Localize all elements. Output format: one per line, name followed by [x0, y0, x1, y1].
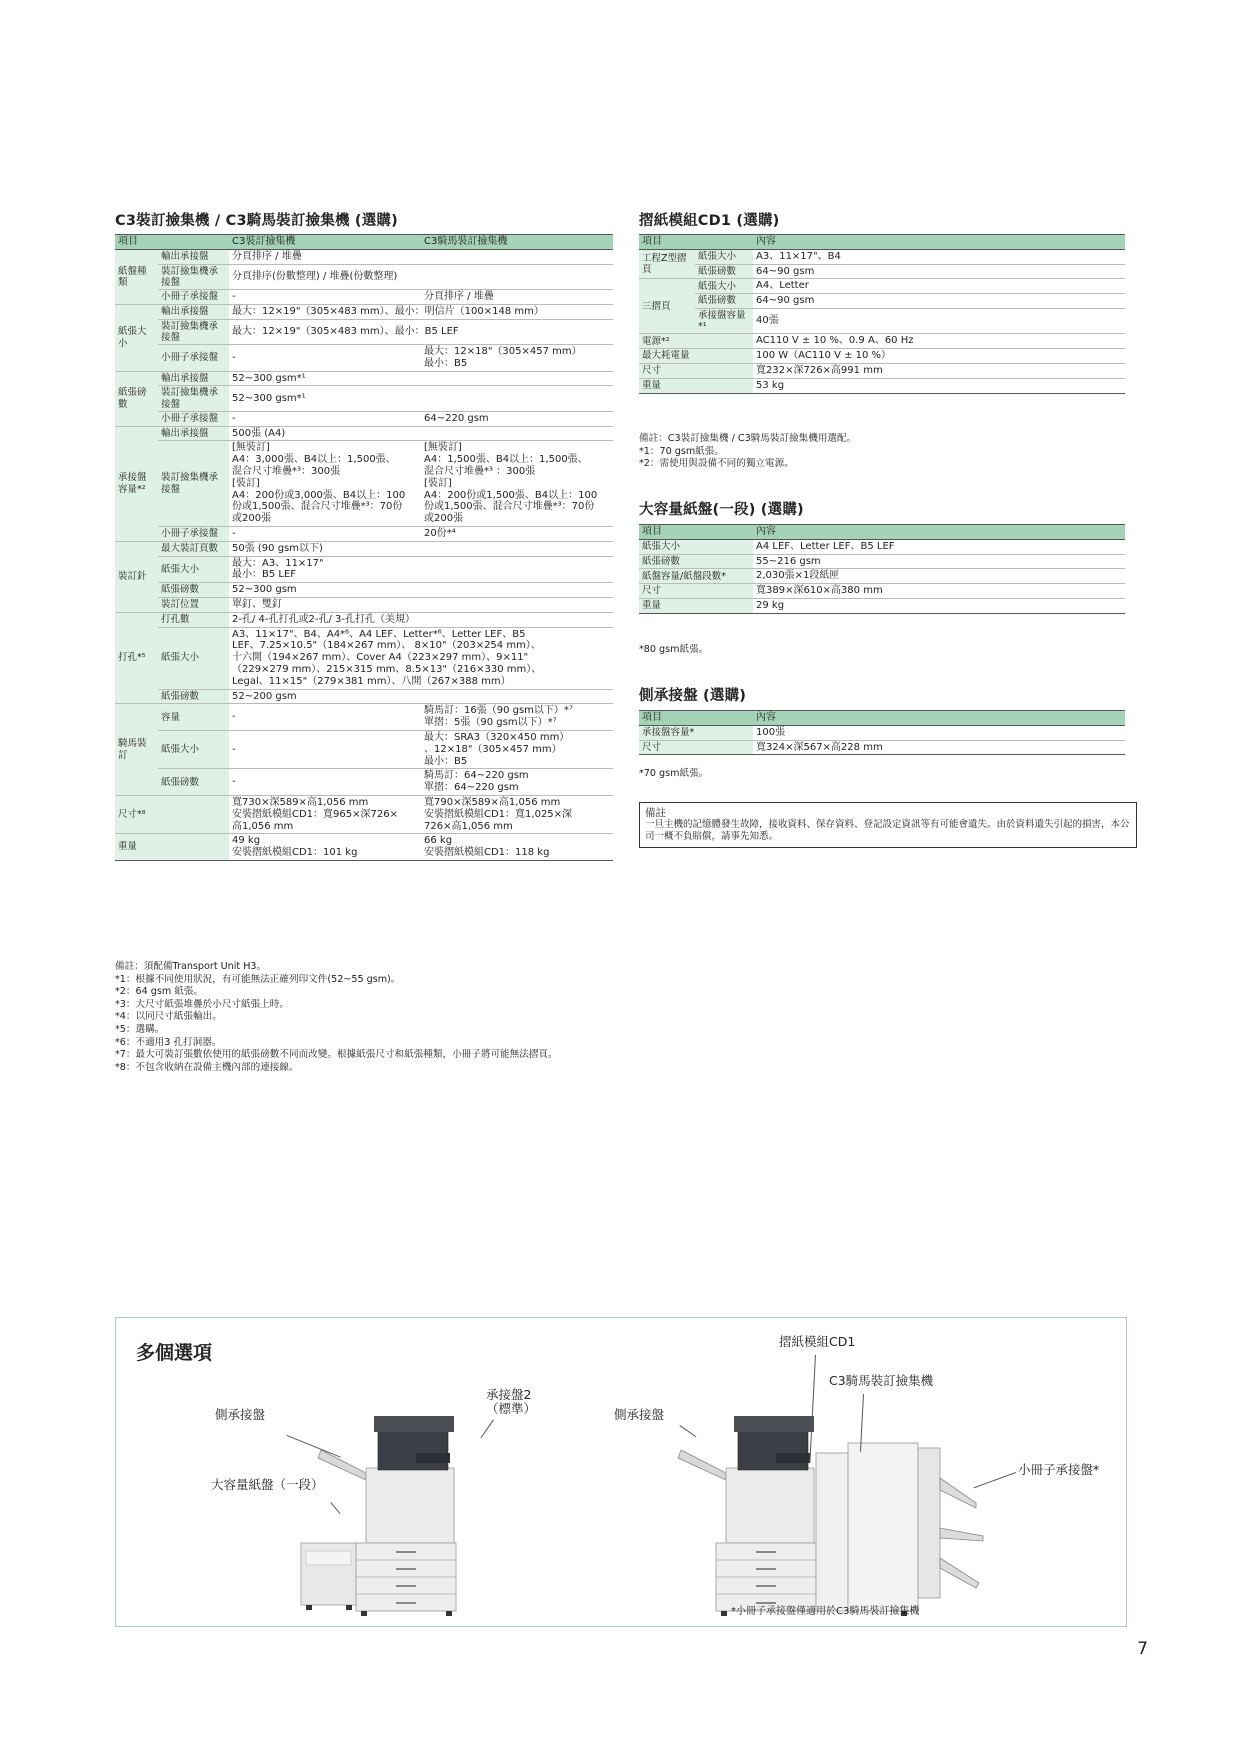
- table-row: [115, 730, 613, 768]
- row-label: 最大耗電量: [639, 349, 753, 364]
- table-row: [115, 290, 613, 305]
- row-value: 53 kg: [753, 378, 1125, 393]
- group-label: 打孔*⁵: [115, 612, 158, 704]
- row-label: 紙張磅數: [158, 583, 229, 598]
- row-value: 寬389×深610×高380 mm: [753, 584, 1125, 599]
- row-value-finisher: -: [229, 730, 421, 768]
- group-label: 紙盤種類: [115, 249, 158, 304]
- table-row: [115, 345, 613, 372]
- row-value: 2-孔/ 4-孔打孔或2-孔/ 3-孔打孔（美規）: [229, 612, 613, 627]
- row-label: 紙張磅數: [695, 294, 753, 309]
- remark-box: [639, 802, 1137, 848]
- options-panel: [115, 1317, 1127, 1627]
- header-item: 項目: [639, 235, 753, 250]
- row-label: 紙張大小: [158, 730, 229, 768]
- row-label: 紙張大小: [639, 539, 753, 554]
- row-value-saddle: 騎馬訂：16張（90 gsm以下）*⁷ 單摺：5張（90 gsm以下）*⁷: [421, 704, 613, 731]
- hcf-section-title: 大容量紙盤(一段) (選購): [639, 502, 804, 518]
- header-item: 項目: [639, 525, 753, 540]
- row-value: 55~216 gsm: [753, 554, 1125, 569]
- header-item: 項目: [115, 235, 229, 250]
- row-value-finisher: 寬730×深589×高1,056 mm 安裝摺紙模組CD1：寬965×深726× 高1,056 mm: [229, 795, 421, 833]
- row-value: 最大：12×19"（305×483 mm）、最小：明信片（100×148 mm）: [229, 304, 613, 319]
- row-label: 輸出承接盤: [158, 371, 229, 386]
- row-value: 29 kg: [753, 598, 1125, 613]
- row-value-saddle: 64~220 gsm: [421, 411, 613, 426]
- row-label: 紙盤容量/紙盤段數*: [639, 569, 753, 584]
- row-value-saddle: 寬790×深589×高1,056 mm 安裝摺紙模組CD1：寬1,025×深 726×高1,056 mm: [421, 795, 613, 833]
- table-row: [115, 689, 613, 704]
- row-label: 紙張大小: [158, 627, 229, 689]
- cd1-notes: 備註：C3裝訂撿集機 / C3騎馬裝訂撿集機用選配。 *1：70 gsm紙張。 *2：需使用與設備不同的獨立電源。: [639, 433, 857, 470]
- group-label: 紙張磅數: [115, 371, 158, 426]
- right-finisher-label: C3騎馬裝訂撿集機: [829, 1373, 934, 1388]
- table-row: [115, 426, 613, 441]
- row-label: 電源*²: [639, 334, 753, 349]
- row-value: 2,030張×1段紙匣: [753, 569, 1125, 584]
- side-tray-spec-table: [639, 710, 1125, 755]
- row-value-saddle: 20份*⁴: [421, 526, 613, 541]
- row-value-finisher: 49 kg 安裝摺紙模組CD1：101 kg: [229, 834, 421, 861]
- row-label: 尺寸: [639, 363, 753, 378]
- table-row: [639, 569, 1125, 584]
- header-item: 項目: [639, 711, 753, 726]
- row-value: A4、Letter: [753, 279, 1125, 294]
- row-label: 重量: [639, 378, 753, 393]
- row-value-saddle: [無裝訂] A4：1,500張、B4以上：1,500張、 混合尺寸堆疊*³ ：300張 [裝訂] A4：200份或1,500張、B4以上：100 份或1,500張、混合尺寸堆疊*³：70份 或200張: [421, 441, 613, 527]
- remark-text: 一旦主機的記憶體發生故障，接收資料、保存資料、登記設定資訊等有可能會遺失。由於資料遺失引起的損害，本公司一概不負賠償，請事先知悉。: [645, 819, 1130, 842]
- table-row: [639, 279, 1125, 294]
- group-label: 工程Z型摺頁: [639, 249, 695, 279]
- row-label: 紙張大小: [695, 279, 753, 294]
- table-row: [639, 264, 1125, 279]
- row-label: 小冊子承接盤: [158, 526, 229, 541]
- row-value: AC110 V ± 10 %、0.9 A、60 Hz: [753, 334, 1125, 349]
- row-value-finisher: [無裝訂] A4：3,000張、B4以上：1,500張、 混合尺寸堆疊*³：300張 [裝訂] A4：200份或3,000張、B4以上：100 份或1,500張、混合尺寸堆疊*³：70份 或200張: [229, 441, 421, 527]
- row-value-finisher: -: [229, 769, 421, 796]
- cd1-spec-table: [639, 234, 1125, 394]
- row-label: 打孔數: [158, 612, 229, 627]
- row-value-finisher: -: [229, 526, 421, 541]
- table-row: [115, 386, 613, 411]
- row-label: 承接盤容量*¹: [695, 308, 753, 333]
- table-row: [639, 294, 1125, 309]
- row-value: A4 LEF、Letter LEF、B5 LEF: [753, 539, 1125, 554]
- finisher-spec-table: [115, 234, 613, 861]
- header-content: 內容: [753, 711, 1125, 726]
- left-hcf-label: 大容量紙盤（一段）: [211, 1477, 324, 1492]
- right-booklet-label: 小冊子承接盤*: [1018, 1462, 1100, 1477]
- row-label: 裝訂撿集機承接盤: [158, 441, 229, 527]
- row-value: A3、11×17"、B4: [753, 249, 1125, 264]
- cd1-section-title: 摺紙模組CD1 (選購): [639, 213, 780, 229]
- row-label: 紙張大小: [695, 249, 753, 264]
- group-label: 紙張大小: [115, 304, 158, 371]
- row-label: 重量: [639, 598, 753, 613]
- group-label: 三摺頁: [639, 279, 695, 334]
- table-row: [115, 541, 613, 556]
- row-value: 52~300 gsm*¹: [229, 371, 613, 386]
- left-side-tray-label: 側承接盤: [215, 1407, 266, 1422]
- row-value-finisher: -: [229, 290, 421, 305]
- table-row: [115, 583, 613, 598]
- row-value-finisher: -: [229, 411, 421, 426]
- header-content: 內容: [753, 235, 1125, 250]
- table-row: [115, 769, 613, 796]
- row-value: 64~90 gsm: [753, 294, 1125, 309]
- table-row: [115, 627, 613, 689]
- row-label: 輸出承接盤: [158, 426, 229, 441]
- table-row: [115, 304, 613, 319]
- row-value-finisher: -: [229, 345, 421, 372]
- table-row: [115, 526, 613, 541]
- row-label: 小冊子承接盤: [158, 411, 229, 426]
- table-row: [639, 249, 1125, 264]
- table-row: [639, 363, 1125, 378]
- row-value: 寬324×深567×高228 mm: [753, 740, 1125, 755]
- row-value: 52~300 gsm*¹: [229, 386, 613, 411]
- table-row: [115, 704, 613, 731]
- row-value: A3、11×17"、B4、A4*⁶、A4 LEF、Letter*⁶、Letter LEF、B5 LEF、7.25×10.5"（184×267 mm）、 8×10"（203×254 mm）、 十六開（194×267 mm）、Cover A4（223×297 mm）、9×11" （229×279 mm）、215×315 mm、8.5×13"（216×330 mm）、 Legal、11×15"（279×381 mm）、八開（267×388 mm）: [229, 627, 613, 689]
- row-value: 單釘、雙釘: [229, 597, 613, 612]
- table-row: [639, 554, 1125, 569]
- table-row: [639, 740, 1125, 755]
- row-value: 50張 (90 gsm以下): [229, 541, 613, 556]
- row-label: 裝訂撿集機承接盤: [158, 264, 229, 289]
- row-value: 52~300 gsm: [229, 583, 613, 598]
- hcf-notes: *80 gsm紙張。: [639, 644, 709, 655]
- row-value: 500張 (A4): [229, 426, 613, 441]
- row-value: 100 W（AC110 V ± 10 %）: [753, 349, 1125, 364]
- group-label: 裝訂針: [115, 541, 158, 612]
- table-row: [639, 349, 1125, 364]
- row-label: 承接盤容量*: [639, 725, 753, 740]
- options-title: 多個選項: [136, 1342, 213, 1364]
- side-tray-section-title: 側承接盤 (選購): [639, 688, 747, 704]
- group-label: 尺寸*⁸: [115, 795, 229, 833]
- finisher-section-title: C3裝訂撿集機 / C3騎馬裝訂撿集機 (選購): [115, 213, 398, 229]
- right-side-tray-label: 側承接盤: [614, 1407, 665, 1422]
- group-label: 承接盤容量*²: [115, 426, 158, 541]
- row-label: 尺寸: [639, 584, 753, 599]
- table-row: [115, 249, 613, 264]
- hcf-spec-table: [639, 524, 1125, 614]
- row-label: 紙張磅數: [158, 769, 229, 796]
- table-row: [115, 795, 613, 833]
- row-label: 最大裝訂頁數: [158, 541, 229, 556]
- row-label: 尺寸: [639, 740, 753, 755]
- row-label: 輸出承接盤: [158, 249, 229, 264]
- header-saddle-finisher: C3騎馬裝訂撿集機: [421, 235, 613, 250]
- options-footnote: *小冊子承接盤僅適用於C3騎馬裝訂撿集機: [731, 1606, 920, 1617]
- row-label: 紙張磅數: [695, 264, 753, 279]
- row-value: 分頁排序 / 堆疊: [229, 249, 613, 264]
- group-label: 重量: [115, 834, 229, 861]
- row-label: 容量: [158, 704, 229, 731]
- finisher-notes: 備註：須配備Transport Unit H3。 *1：根據不同使用狀況，有可能無法正確列印文件(52~55 gsm)。 *2：64 gsm 紙張。 *3：大尺寸紙張堆疊於小尺寸紙張上時。 *4：以同尺寸紙張輸出。 *5：選購。 *6：不適用3 孔打洞器。 *7：最大可裝訂張數依使用的紙張磅數不同而改變。根據紙張尺寸和紙張種類，小冊子將可能無法摺頁。 *8：不包含收納在設備主機內部的連接線。: [115, 961, 558, 1073]
- side-tray-notes: *70 gsm紙張。: [639, 768, 709, 779]
- header-content: 內容: [753, 525, 1125, 540]
- table-row: [115, 411, 613, 426]
- left-tray2-label: 承接盤2 （標準）: [486, 1387, 537, 1416]
- row-label: 裝訂位置: [158, 597, 229, 612]
- row-label: 輸出承接盤: [158, 304, 229, 319]
- table-row: [115, 834, 613, 861]
- row-value-saddle: 最大：12×18"（305×457 mm） 最小：B5: [421, 345, 613, 372]
- table-row: [115, 556, 613, 583]
- row-value: 40張: [753, 308, 1125, 333]
- row-value-finisher: -: [229, 704, 421, 731]
- row-label: 小冊子承接盤: [158, 345, 229, 372]
- printer-with-hcf-illustration: [296, 1408, 616, 1618]
- right-cd1-label: 摺紙模組CD1: [779, 1334, 856, 1349]
- row-label: 紙張磅數: [158, 689, 229, 704]
- printer-with-finisher-illustration: [661, 1408, 1021, 1618]
- header-finisher: C3裝訂撿集機: [229, 235, 421, 250]
- table-row: [639, 584, 1125, 599]
- page-number: 7: [1137, 1639, 1148, 1659]
- row-value: 100張: [753, 725, 1125, 740]
- table-row: [639, 539, 1125, 554]
- table-row: [115, 264, 613, 289]
- row-value-saddle: 分頁排序 / 堆疊: [421, 290, 613, 305]
- row-value: 64~90 gsm: [753, 264, 1125, 279]
- table-row: [639, 378, 1125, 393]
- remark-label: 備註: [645, 807, 666, 819]
- row-value: 最大：A3、11×17" 最小：B5 LEF: [229, 556, 613, 583]
- row-value: 分頁排序(份數整理) / 堆疊(份數整理): [229, 264, 613, 289]
- row-value-saddle: 最大：SRA3（320×450 mm） 、12×18"（305×457 mm） 最小：B5: [421, 730, 613, 768]
- row-value-saddle: 騎馬訂：64~220 gsm 單摺：64~220 gsm: [421, 769, 613, 796]
- table-row: [115, 371, 613, 386]
- table-row: [115, 441, 613, 527]
- row-value: 最大：12×19"（305×483 mm）、最小：B5 LEF: [229, 319, 613, 344]
- table-row: [639, 598, 1125, 613]
- table-row: [639, 308, 1125, 333]
- table-row: [115, 612, 613, 627]
- row-value-saddle: 66 kg 安裝摺紙模組CD1：118 kg: [421, 834, 613, 861]
- row-label: 裝訂撿集機承接盤: [158, 386, 229, 411]
- row-value: 寬232×深726×高991 mm: [753, 363, 1125, 378]
- group-label: 騎馬裝訂: [115, 704, 158, 796]
- row-label: 紙張磅數: [639, 554, 753, 569]
- row-value: 52~200 gsm: [229, 689, 613, 704]
- row-label: 小冊子承接盤: [158, 290, 229, 305]
- table-row: [639, 334, 1125, 349]
- table-row: [115, 319, 613, 344]
- row-label: 裝訂撿集機承接盤: [158, 319, 229, 344]
- table-row: [115, 597, 613, 612]
- row-label: 紙張大小: [158, 556, 229, 583]
- table-row: [639, 725, 1125, 740]
